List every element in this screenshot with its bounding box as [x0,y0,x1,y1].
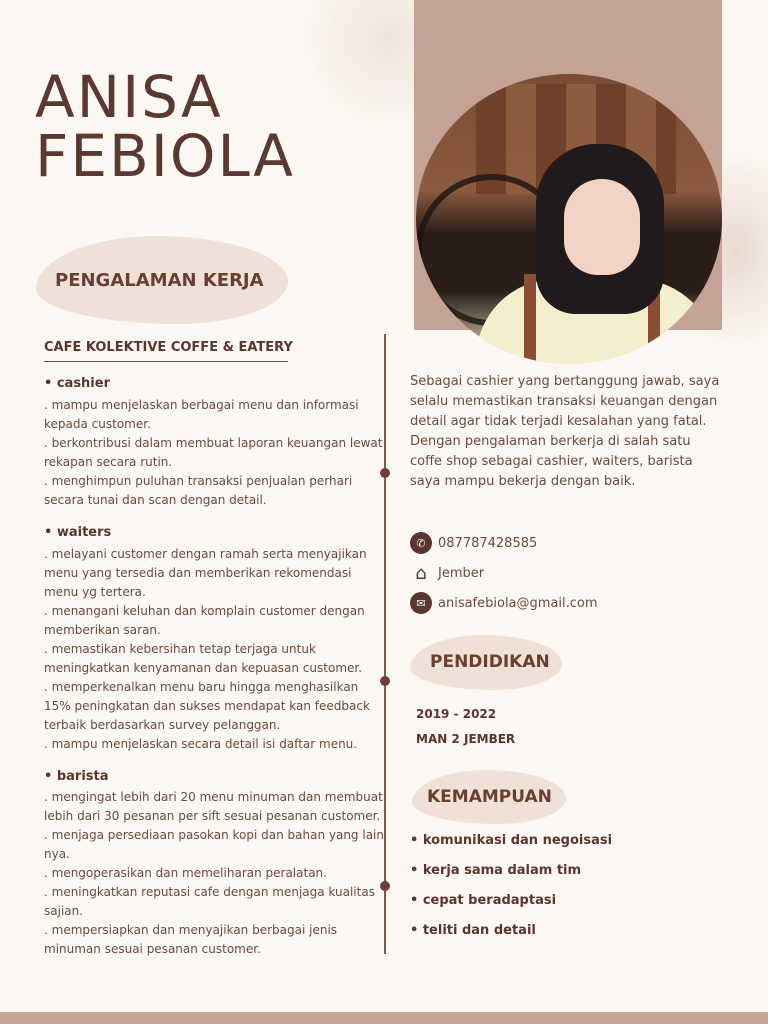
list-item: . memperkenalkan menu baru hingga menghasilkan 15% peningkatan dan sukses mendapat kan feedback terbaik berdasarkan survey pelanggan. [44,680,370,732]
list-item: . mempersiapkan dan menyajikan berbagai jenis minuman sesuai pesanan customer. [44,923,338,956]
role-title: • barista [44,769,109,784]
name-heading [35,63,295,190]
list-item: • teliti dan detail [410,923,536,938]
company-name: CAFE KOLEKTIVE COFFE & EATERY [44,340,293,355]
skills-title: KEMAMPUAN [427,787,552,807]
education-title: PENDIDIKAN [430,652,550,672]
experience-title: PENGALAMAN KERJA [55,270,264,291]
skills-list [410,826,612,946]
profile-summary: Sebagai cashier yang bertanggung jawab, saya selalu memastikan transaksi keuangan dengan detail agar tidak terjadi kesalahan yang fatal. Dengan pengalaman berkerja di salah satu coffe shop sebagai cashier, waiters, barista saya mampu bekerja dengan baik. [410,374,720,489]
timeline-dot [380,676,390,686]
list-item: • kerja sama dalam tim [410,863,582,878]
list-item: . menangani keluhan dan komplain customer dengan memberikan saran. [44,604,365,637]
list-item: • cepat beradaptasi [410,893,557,908]
education-school: MAN 2 JEMBER [416,732,516,746]
list-item: . menghimpun puluhan transaksi penjualan perhari secara tunai dan scan dengan detail. [44,474,353,507]
role-title: • waiters [44,525,112,540]
email-text: anisafebiola@gmail.com [438,595,598,611]
timeline-dot [380,468,390,478]
list-item: . memastikan kebersihan tetap terjaga untuk meningkatkan kenyamanan dan kepuasan customer. [44,642,363,675]
contact-location [410,562,484,584]
list-item: . menjaga persediaan pasokan kopi dan bahan yang lain nya. [44,828,384,861]
list-item: . mampu menjelaskan secara detail isi daftar menu. [44,737,358,751]
divider [44,361,288,362]
phone-icon: ✆ [410,532,432,554]
role-items [44,788,384,959]
contact-email [410,592,598,614]
timeline-line [384,334,386,954]
contact-phone [410,532,537,554]
mail-icon: ✉ [410,592,432,614]
list-item: • komunikasi dan negoisasi [410,833,613,848]
list-item: . meningkatkan reputasi cafe dengan menjaga kualitas sajian. [44,885,375,918]
name-last: FEBIOLA [35,122,295,190]
footer-bar [0,1012,768,1024]
home-icon: ⌂ [415,562,427,584]
location-text: Jember [438,565,485,581]
education-years: 2019 - 2022 [416,707,497,721]
role-title: • cashier [44,376,110,391]
list-item: . berkontribusi dalam membuat laporan keuangan lewat rekapan secara rutin. [44,436,383,469]
role-items [44,545,384,754]
list-item: . mampu menjelaskan berbagai menu dan informasi kepada customer. [44,398,359,431]
role-items [44,396,384,510]
timeline-dot [380,881,390,891]
name-first: ANISA [35,63,223,131]
profile-photo [416,74,722,364]
list-item: . mengoperasikan dan memeliharan peralatan. [44,866,327,880]
phone-text: 087787428585 [438,535,538,551]
list-item: . melayani customer dengan ramah serta menyajikan menu yang tersedia dan memberikan rekomendasi menu yg tertera. [44,547,367,599]
list-item: . mengingat lebih dari 20 menu minuman dan membuat lebih dari 30 pesanan per sift sesuai pesanan customer. [44,790,383,823]
